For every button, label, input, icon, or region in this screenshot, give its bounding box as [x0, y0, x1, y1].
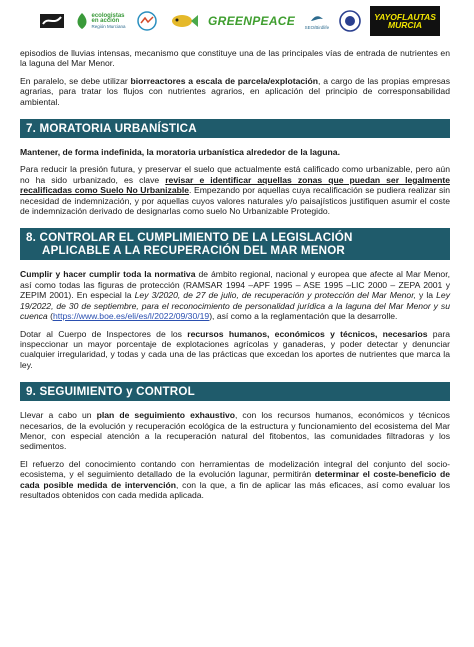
italic-run: Ley 3/2020, de 27 de julio, de recuperación y protección del Mar Menor,	[134, 290, 416, 301]
s8-paragraph-2	[20, 329, 450, 371]
text-run: de ámbito regional, nacional y europea que afecte al Mar Menor, así como todas las figuras de protección (RAMSAR 1994 –APF 1995 – ASE 1995 –LIC 2000 – ZEPA 2001 y ZEPIM 2001). En especial la	[20, 269, 450, 301]
section-9-header: 9. SEGUIMIENTO y CONTROL	[20, 382, 450, 401]
text-run: Dotar al Cuerpo de Inspectores de los	[20, 328, 188, 339]
section-8-title-line1: 8. CONTROLAR EL CUMPLIMIENTO DE LA LEGISLACIÓN	[26, 231, 353, 245]
seo-birdlife-logo	[305, 8, 330, 34]
s7-paragraph	[20, 164, 450, 216]
s9-paragraph-2	[20, 459, 450, 501]
section-7-header: 7. MORATORIA URBANÍSTICA	[20, 119, 450, 138]
text-run: ), así como a la reglamentación que la desarrolle.	[209, 311, 398, 322]
bold-run: Cumplir y hacer cumplir toda la normativa	[20, 269, 196, 280]
colorful-fish-logo	[169, 8, 199, 34]
text-run: Llevar a cabo un	[20, 410, 97, 421]
text-run: , con la que, a fin de aplicar las más eficaces, así como evaluar los resultados obtenidos con cada medida aplicada.	[20, 479, 450, 500]
greenpeace-logo: GREENPEACE	[208, 14, 296, 28]
ecologistas-line1: ecologistas	[91, 12, 125, 19]
ecologistas-line2: en acción	[91, 17, 120, 24]
text-run: Para reducir la presión futura, y preservar el suelo que actualmente está calificado como urbanizable, pero aún no ha sido urbanizado, es clave	[20, 164, 450, 185]
italic-run: Ley 19/2022, de 30 de septiembre, para el reconocimiento de personalidad jurídica a la laguna del Mar Menor y su cuenca	[20, 290, 450, 322]
document-body	[20, 48, 450, 507]
s9-paragraph-1	[20, 410, 450, 452]
text-run: para inspeccionar un mayor porcentaje de explotaciones agrícolas y ganaderas, y poder detectar y denunciar cualquier irregularidad, y todas y cada una de las prácticas que excedan los aportes de nutrientes que marca la ley.	[20, 328, 450, 370]
s8-paragraph-1	[20, 269, 450, 321]
bold-run: determinar el coste-beneficio de cada posible medida de intervención	[20, 469, 451, 490]
partner-logos	[40, 6, 440, 36]
intro-paragraph-1: episodios de lluvias intensas, mecanismo que constituye una de las principales vías de entrada de nutrientes en la laguna del Mar Menor.	[20, 48, 450, 69]
boe-link[interactable]: https://www.boe.es/eli/es/l/2022/09/30/19	[52, 311, 210, 322]
text-run: . Empezando por aquellas cuya recalificación se pudiera realizar sin necesidad de indemnización, y por aquellas cuyos valores naturales y/o paisajísticos justifiquen asumir el coste de indemnización derivado de designarlas como suelo No Urbanizable Protegido.	[20, 185, 450, 217]
yayoflautas-logo	[370, 6, 440, 36]
text-run: El refuerzo del conocimiento contando con herramientas de modelización integral del conjunto del socio-ecosistema, y el seguimiento detallado de la evolución lagunar, permitirán	[20, 458, 450, 480]
bold-run: biorreactores a escala de parcela/explotación	[130, 75, 319, 86]
s7-lead	[20, 147, 450, 157]
text-run: , a cargo de las propias empresas agrarias, para tratar los flujos con nutrientes agrarios, en aplicación del principio de corresponsabilidad ambiental.	[20, 75, 451, 107]
seo-label: SEO/Birdlife	[304, 24, 330, 30]
intro-paragraph-2	[20, 76, 450, 107]
section-8-title-line2: APLICABLE A LA RECUPERACIÓN DEL MAR MENOR	[42, 244, 345, 258]
text-run: y la	[415, 290, 437, 301]
circle-emblem-logo	[135, 8, 159, 34]
text-run: (	[47, 311, 53, 322]
bold-run: plan de seguimiento exhaustivo	[96, 410, 235, 421]
yayo-line2: MURCIA	[388, 20, 422, 30]
text-run: En paralelo, se debe utilizar	[20, 75, 131, 86]
bold-run: recursos humanos, económicos y técnicos, necesarios	[187, 328, 428, 339]
ecologistas-line3: Región Murciana	[91, 23, 126, 29]
bold-run: Mantener, de forma indefinida, la moratoria urbanística alrededor de la laguna.	[20, 147, 340, 158]
ecologistas-logo	[74, 8, 126, 34]
flag-logo	[40, 8, 64, 34]
bold-underlined-run: revisar e identificar aquellas zonas que puedan ser legalmente recalificadas como Suelo No Urbanizable	[20, 174, 450, 196]
yayo-line1: YAYOFLAUTAS	[374, 12, 436, 22]
round-seal-logo	[339, 8, 361, 34]
text-run: , con los recursos humanos, económicos y técnicos necesarios, de la evolución y recuperación ecológica de la estructura y funcionamiento del ecosistema del Mar Menor, con especial atención a la recuperación natural del fitobentos, las comunidades filtradoras y los sedimentos.	[20, 410, 450, 452]
section-8-header	[20, 228, 450, 260]
